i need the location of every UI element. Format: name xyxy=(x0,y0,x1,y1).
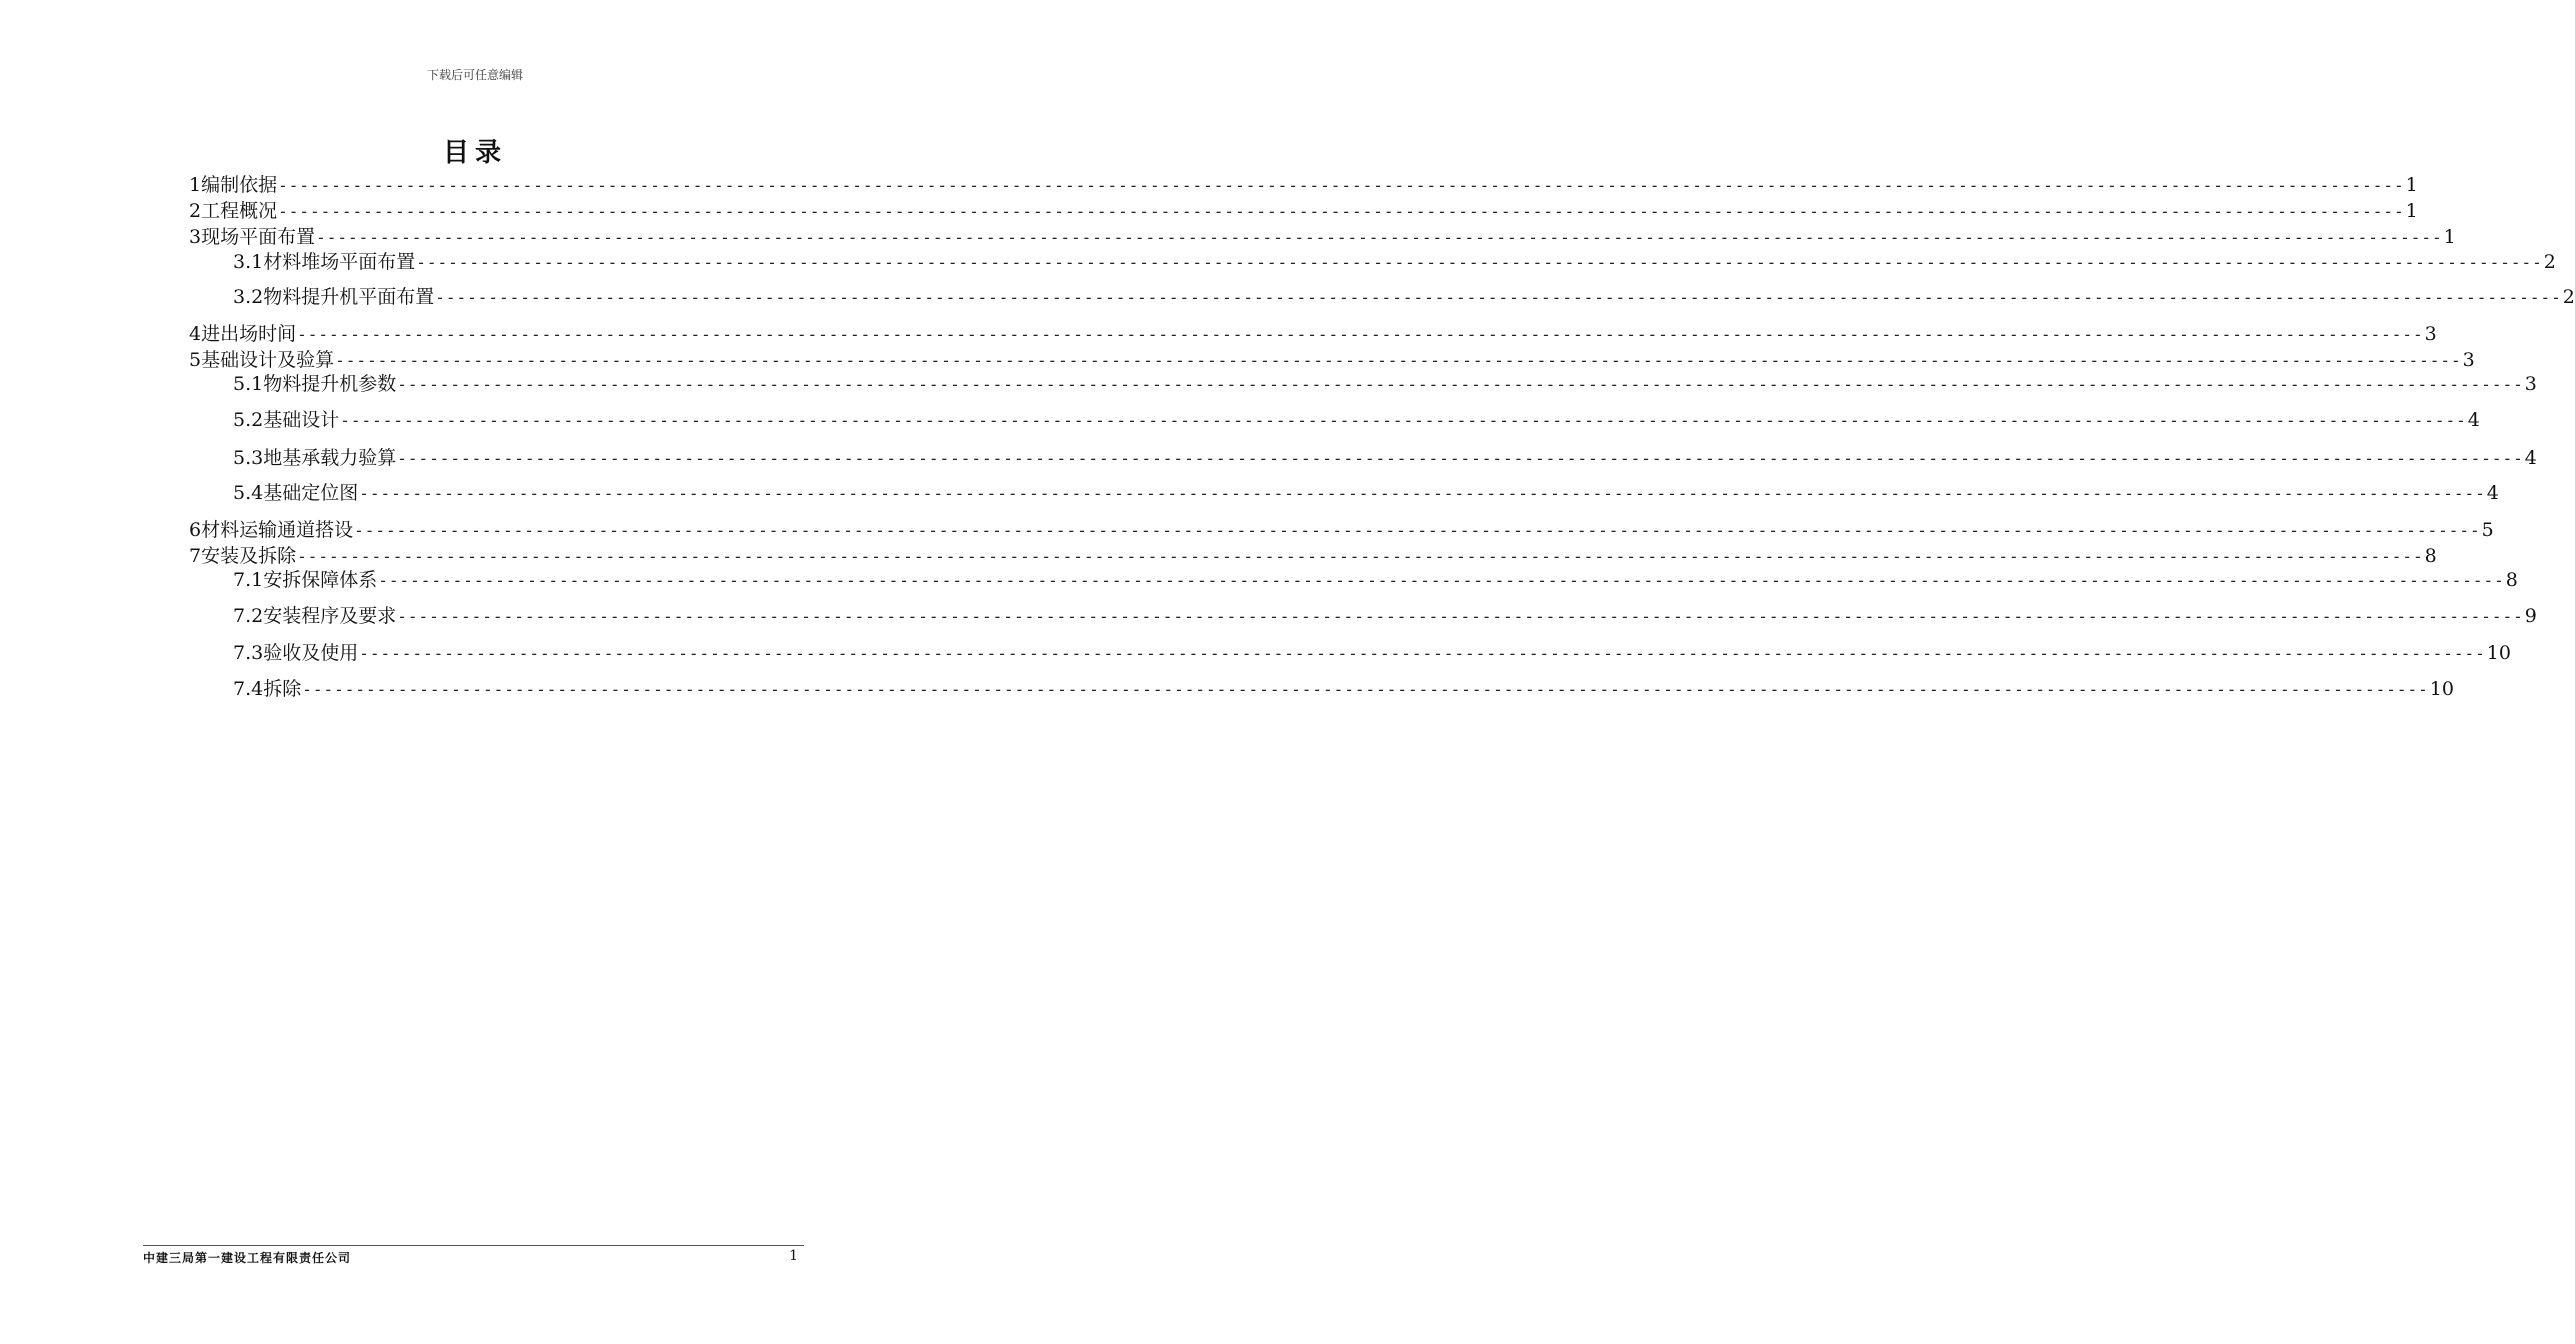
toc-entry-label: 安拆保障体系 xyxy=(263,569,378,591)
toc-entry-page: 4 xyxy=(2467,409,2480,431)
toc-entry-page: 10 xyxy=(2429,678,2454,700)
toc-entry[interactable] xyxy=(189,543,2437,569)
toc-entry[interactable] xyxy=(189,347,2475,373)
footer-page-number: 1 xyxy=(789,1248,798,1264)
toc-entry-label: 材料堆场平面布置 xyxy=(263,251,416,273)
toc-entry-number: 7.3 xyxy=(233,642,264,664)
toc-entry[interactable] xyxy=(233,371,2537,397)
toc-entry-number: 1 xyxy=(189,174,202,196)
toc-entry-label: 安装及拆除 xyxy=(201,545,297,567)
toc-entry-page: 10 xyxy=(2486,642,2511,664)
toc-entry-number: 6 xyxy=(189,519,202,541)
toc-dot-leader: -------------------------------------------------------------------------------------------------------------------------------------------------------------------------------------------------------- xyxy=(397,607,2524,626)
toc-dot-leader: -------------------------------------------------------------------------------------------------------------------------------------------------------------------------------------------------------- xyxy=(397,375,2524,394)
toc-entry-number: 3 xyxy=(189,226,202,248)
toc-entry-page: 1 xyxy=(2443,226,2456,248)
toc-dot-leader: -------------------------------------------------------------------------------------------------------------------------------------------------------------------------------------------------------- xyxy=(297,325,2424,344)
toc-entry-number: 5 xyxy=(189,349,202,371)
toc-dot-leader: -------------------------------------------------------------------------------------------------------------------------------------------------------------------------------------------------------- xyxy=(359,484,2486,503)
toc-entry[interactable] xyxy=(189,517,2494,543)
toc-entry-page: 4 xyxy=(2486,482,2499,504)
toc-entry-page: 8 xyxy=(2505,569,2518,591)
toc-entry-page: 3 xyxy=(2424,323,2437,345)
toc-entry-number: 3.1 xyxy=(233,251,264,273)
toc-dot-leader: -------------------------------------------------------------------------------------------------------------------------------------------------------------------------------------------------------- xyxy=(359,644,2486,663)
toc-entry-page: 9 xyxy=(2524,605,2537,627)
toc-entry-label: 编制依据 xyxy=(201,174,278,196)
toc-entry-page: 3 xyxy=(2524,373,2537,395)
toc-dot-leader: -------------------------------------------------------------------------------------------------------------------------------------------------------------------------------------------------------- xyxy=(302,680,2429,699)
toc-dot-leader: -------------------------------------------------------------------------------------------------------------------------------------------------------------------------------------------------------- xyxy=(397,449,2524,468)
toc-entry-label: 物料提升机参数 xyxy=(263,373,397,395)
toc-entry-number: 7.2 xyxy=(233,605,264,627)
footer-divider xyxy=(143,1245,804,1246)
toc-entry-number: 5.2 xyxy=(233,409,264,431)
toc-entry[interactable] xyxy=(189,198,2418,224)
toc-entry-label: 地基承载力验算 xyxy=(263,447,397,469)
toc-dot-leader: -------------------------------------------------------------------------------------------------------------------------------------------------------------------------------------------------------- xyxy=(354,521,2481,540)
toc-entry-page: 8 xyxy=(2424,545,2437,567)
toc-entry[interactable] xyxy=(189,172,2418,198)
toc-dot-leader: -------------------------------------------------------------------------------------------------------------------------------------------------------------------------------------------------------- xyxy=(278,202,2405,221)
toc-dot-leader: -------------------------------------------------------------------------------------------------------------------------------------------------------------------------------------------------------- xyxy=(316,228,2443,247)
toc-entry-page: 3 xyxy=(2462,349,2475,371)
toc-entry-label: 基础设计及验算 xyxy=(201,349,335,371)
toc-dot-leader: -------------------------------------------------------------------------------------------------------------------------------------------------------------------------------------------------------- xyxy=(278,176,2405,195)
toc-entry-number: 2 xyxy=(189,200,202,222)
toc-entry-page: 2 xyxy=(2543,251,2556,273)
toc-entry-label: 基础设计 xyxy=(263,409,340,431)
toc-dot-leader: -------------------------------------------------------------------------------------------------------------------------------------------------------------------------------------------------------- xyxy=(378,571,2505,590)
toc-entry-number: 4 xyxy=(189,323,202,345)
toc-dot-leader: -------------------------------------------------------------------------------------------------------------------------------------------------------------------------------------------------------- xyxy=(340,411,2467,430)
toc-entry-label: 进出场时间 xyxy=(201,323,297,345)
toc-entry-number: 7.4 xyxy=(233,678,264,700)
toc-entry-label: 现场平面布置 xyxy=(201,226,316,248)
toc-entry-number: 3.2 xyxy=(233,286,264,308)
toc-entry[interactable] xyxy=(189,321,2437,347)
footer-company-name: 中建三局第一建设工程有限责任公司 xyxy=(143,1251,352,1265)
toc-dot-leader: -------------------------------------------------------------------------------------------------------------------------------------------------------------------------------------------------------- xyxy=(335,351,2462,370)
toc-entry-label: 基础定位图 xyxy=(263,482,359,504)
toc-entry-number: 5.3 xyxy=(233,447,264,469)
toc-entry[interactable] xyxy=(189,224,2456,250)
toc-entry[interactable] xyxy=(233,480,2499,506)
toc-entry-label: 拆除 xyxy=(263,678,302,700)
toc-entry-number: 5.1 xyxy=(233,373,264,395)
toc-entry-page: 2 xyxy=(2562,286,2575,308)
toc-entry[interactable] xyxy=(233,676,2454,702)
toc-entry-label: 工程概况 xyxy=(201,200,278,222)
toc-entry-page: 5 xyxy=(2481,519,2494,541)
page-header-note: 下载后可任意编辑 xyxy=(426,68,523,82)
toc-entry[interactable] xyxy=(233,603,2537,629)
toc-entry[interactable] xyxy=(233,445,2537,471)
toc-entry-number: 5.4 xyxy=(233,482,264,504)
toc-dot-leader: -------------------------------------------------------------------------------------------------------------------------------------------------------------------------------------------------------- xyxy=(435,288,2562,307)
toc-dot-leader: -------------------------------------------------------------------------------------------------------------------------------------------------------------------------------------------------------- xyxy=(297,547,2424,566)
toc-entry-label: 材料运输通道搭设 xyxy=(201,519,354,541)
toc-dot-leader: -------------------------------------------------------------------------------------------------------------------------------------------------------------------------------------------------------- xyxy=(416,253,2543,272)
toc-entry[interactable] xyxy=(233,640,2511,666)
toc-entry-label: 验收及使用 xyxy=(263,642,359,664)
toc-entry-page: 1 xyxy=(2405,174,2418,196)
toc-entry-number: 7.1 xyxy=(233,569,264,591)
toc-entry-label: 安装程序及要求 xyxy=(263,605,397,627)
toc-entry[interactable] xyxy=(233,407,2480,433)
toc-title: 目录 xyxy=(442,138,507,168)
toc-entry-label: 物料提升机平面布置 xyxy=(263,286,435,308)
toc-entry-page: 1 xyxy=(2405,200,2418,222)
toc-entry[interactable] xyxy=(233,284,2575,310)
toc-entry-number: 7 xyxy=(189,545,202,567)
toc-entry-page: 4 xyxy=(2524,447,2537,469)
toc-entry[interactable] xyxy=(233,567,2518,593)
toc-entry[interactable] xyxy=(233,249,2556,275)
